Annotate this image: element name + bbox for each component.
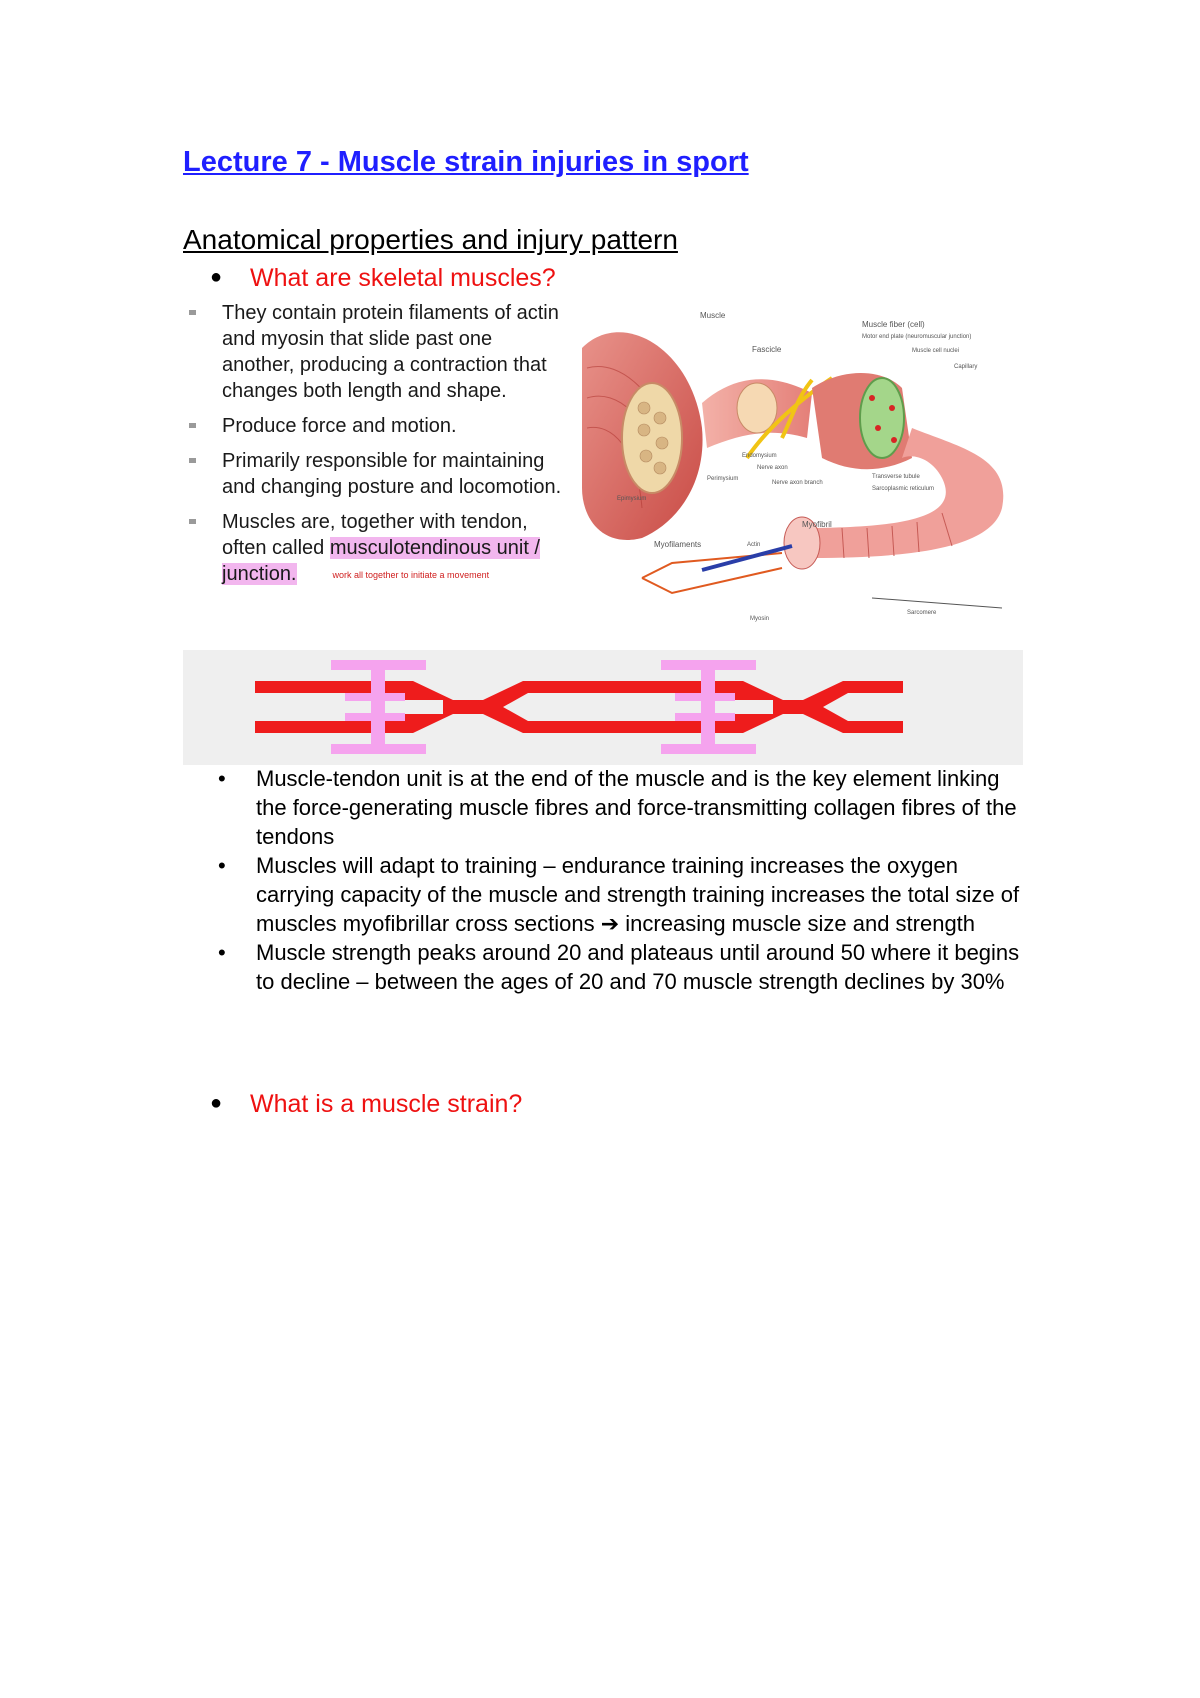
main-bullet-list [218,764,1028,996]
slide-list-item [183,509,563,588]
handwritten-note: work all together to initiate a movement [332,570,490,580]
muscle-anatomy-figure [582,308,1022,638]
label-capillary: Capillary [954,364,978,370]
label-endomysium: Endomysium [742,453,777,459]
section-heading: Anatomical properties and injury pattern [183,224,678,255]
slide-list-item [183,448,563,500]
z-line [701,660,715,754]
actin-cross [443,681,563,733]
actin-filament [563,681,713,693]
sarcomere-diagram-svg [183,650,1023,765]
fascicle-cross-section [737,383,777,433]
document-title: Lecture 7 - Muscle strain injuries in sport [183,146,749,178]
label-muscle-cell-nuclei: Muscle cell nuclei [912,348,960,354]
label-sarcomere: Sarcomere [907,610,937,616]
muscle-fiber-cross-section [860,378,904,458]
label-sarcoplasmic-reticulum: Sarcoplasmic reticulum [872,486,935,492]
question-text: What is a muscle strain? [250,1090,523,1118]
actin-filament [255,681,385,693]
label-nerve-axon-branch: Nerve axon branch [772,480,823,486]
myosin-bar [345,693,405,701]
myofilaments-shape [642,553,782,593]
label-fascicle: Fascicle [752,345,782,354]
slide-bullet-list [183,300,563,597]
sarcomere-arrow [872,598,1002,608]
actin-cross [773,681,903,733]
slide-item-text: Primarily responsible for maintaining and changing posture and locomotion. [222,450,562,498]
question-muscle-strain [210,1090,522,1119]
actin-filament [255,721,385,733]
myosin-z-lines [331,660,756,754]
slide-list-item [183,300,563,404]
main-list-item: • Muscle strength peaks around 20 and plateaus until around 50 where it begins to decline – between the ages of 20 and 70 muscle strength declines by 30% [218,938,1028,996]
z-line [371,660,385,754]
bullet-icon: ● [210,1092,223,1114]
label-transverse-tubule: Transverse tubule [872,474,920,480]
label-perimysium: Perimysium [707,476,739,482]
slide-list-item [183,413,563,439]
bullet-icon: ● [210,266,223,288]
square-bullet-icon [189,310,196,315]
main-list-item: • Muscle-tendon unit is at the end of the muscle and is the key element linking the force-generating muscle fibres and force-transmitting collagen fibres of the tendons [218,764,1028,851]
square-bullet-icon [189,423,196,428]
label-myofibril: Myofibril [802,520,832,529]
actin-filaments [255,681,903,733]
myosin-bar [345,713,405,721]
label-muscle-fiber: Muscle fiber (cell) [862,320,925,329]
label-epimysium: Epimysium [617,496,647,502]
sarcomere-diagram [183,650,1023,765]
label-muscle: Muscle [700,311,726,320]
label-motor-end-plate: Motor end plate (neuromuscular junction) [862,334,972,340]
myosin-bar [675,693,735,701]
square-bullet-icon [189,458,196,463]
label-myosin: Myosin [750,616,770,622]
question-skeletal-muscles [210,264,556,293]
question-text: What are skeletal muscles? [250,264,556,292]
myosin-filament-shape [702,546,792,570]
muscle-anatomy-illustration [582,308,1022,638]
square-bullet-icon [189,519,196,524]
highlighted-term: musculotendinous unit / junction. [222,537,540,585]
label-myofilaments: Myofilaments [654,540,702,549]
actin-filament [563,721,713,733]
main-list-item: • Muscles will adapt to training – endurance training increases the oxygen carrying capacity of the muscle and strength training increases the total size of muscles myofibrillar cross sections ➔ increasing muscle size and strength [218,851,1028,938]
muscle-cross-section [622,383,682,493]
slide-item-prefix: Muscles are, together with tendon, often called [222,511,528,559]
label-actin: Actin [747,542,761,548]
myosin-bar [675,713,735,721]
label-nerve-axon: Nerve axon [757,465,788,471]
slide-item-text: They contain protein filaments of actin and myosin that slide past one another, producing a contraction that changes both length and shape. [222,302,559,402]
slide-item-text: Produce force and motion. [222,415,457,437]
